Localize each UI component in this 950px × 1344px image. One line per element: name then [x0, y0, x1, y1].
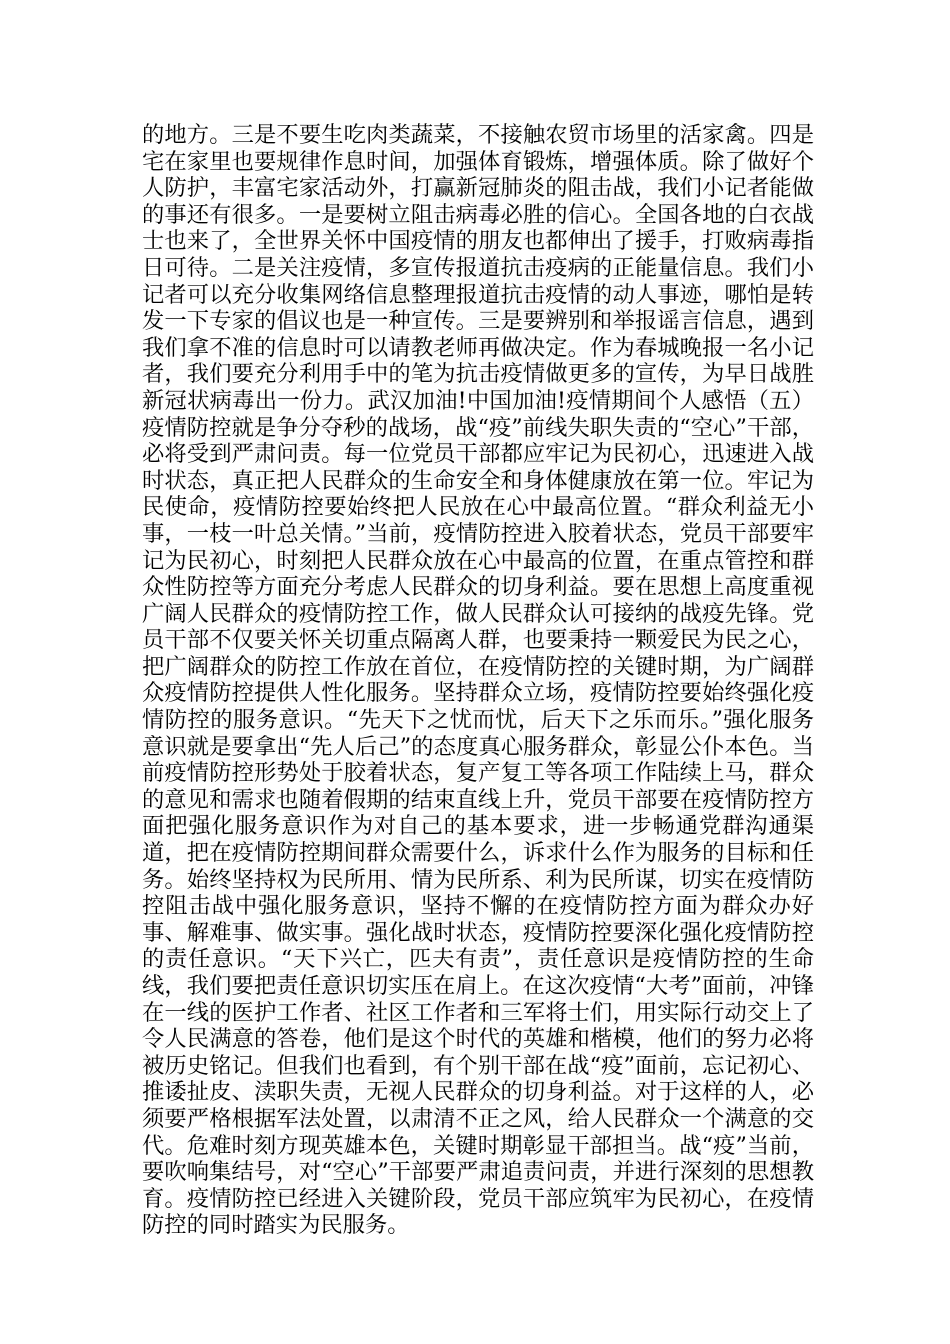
body-paragraph: 的地方。三是不要生吃肉类蔬菜，不接触农贸市场里的活家禽。四是宅在家里也要规律作息时间，加强体育锻炼，增强体质。除了做好个人防护，丰富宅家活动外，打赢新冠肺炎的阻击战，我们小记者能做的事还有很多。一是要树立阻击病毒必胜的信心。全国各地的白衣战士也来了，全世界关怀中国疫情的朋友也都伸出了援手，打败病毒指日可待。二是关注疫情，多宣传报道抗击疫病的正能量信息。我们小记者可以充分收集网络信息整理报道抗击疫情的动人事迹，哪怕是转发一下专家的倡议也是一种宣传。三是要辨别和举报谣言信息，遇到我们拿不准的信息时可以请教老师再做决定。作为春城晚报一名小记者，我们要充分利用手中的笔为抗击疫情做更多的宣传，为早日战胜新冠状病毒出一份力。武汉加油!中国加油!疫情期间个人感悟（五）疫情防控就是争分夺秒的战场，战“疫”前线失职失责的“空心”干部，必将受到严肃问责。每一位党员干部都应牢记为民初心，迅速进入战时状态，真正把人民群众的生命安全和身体健康放在第一位。牢记为民使命，疫情防控要始终把人民放在心中最高位置。“群众利益无小事，一枝一叶总关情。”当前，疫情防控进入胶着状态，党员干部要牢记为民初心，时刻把人民群众放在心中最高的位置，在重点管控和群众性防控等方面充分考虑人民群众的切身利益。要在思想上高度重视广阔人民群众的疫情防控工作，做人民群众认可接纳的战疫先锋。党员干部不仅要关怀关切重点隔离人群，也要秉持一颗爱民为民之心，把广阔群众的防控工作放在首位，在疫情防控的关键时期，为广阔群众疫情防控提供人性化服务。坚持群众立场，疫情防控要始终强化疫情防控的服务意识。“先天下之忧而忧，后天下之乐而乐。”强化服务意识就是要拿出“先人后己”的态度真心服务群众，彰显公仆本色。当前疫情防控形势处于胶着状态，复产复工等各项工作陆续上马，群众的意见和需求也随着假期的结束直线上升，党员干部要在疫情防控方面把强化服务意识作为对自己的基本要求，进一步畅通党群沟通渠道，把在疫情防控期间群众需要什么，诉求什么作为服务的目标和任务。始终坚持权为民所用、情为民所系、利为民所谋，切实在疫情防控阻击战中强化服务意识，坚持不懈的在疫情防控方面为群众办好事、解难事、做实事。强化战时状态，疫情防控要深化强化疫情防控的责任意识。“天下兴亡，匹夫有责”，责任意识是疫情防控的生命线，我们要把责任意识切实压在肩上。在这次疫情“大考”面前，冲锋在一线的医护工作者、社区工作者和三军将士们，用实际行动交上了令人民满意的答卷，他们是这个时代的英雄和楷模，他们的努力必将被历史铭记。但我们也看到，有个别干部在战“疫”面前，忘记初心、推诿扯皮、渎职失责，无视人民群众的切身利益。对于这样的人，必须要严格根据军法处置，以肃清不正之风，给人民群众一个满意的交代。危难时刻方现英雄本色，关键时期彰显干部担当。战“疫”当前，要吹响集结号，对“空心”干部要严肃追责问责，并进行深刻的思想教育。疫情防控已经进入关键阶段，党员干部应筑牢为民初心，在疫情防控的同时踏实为民服务。 — [142, 122, 814, 1239]
